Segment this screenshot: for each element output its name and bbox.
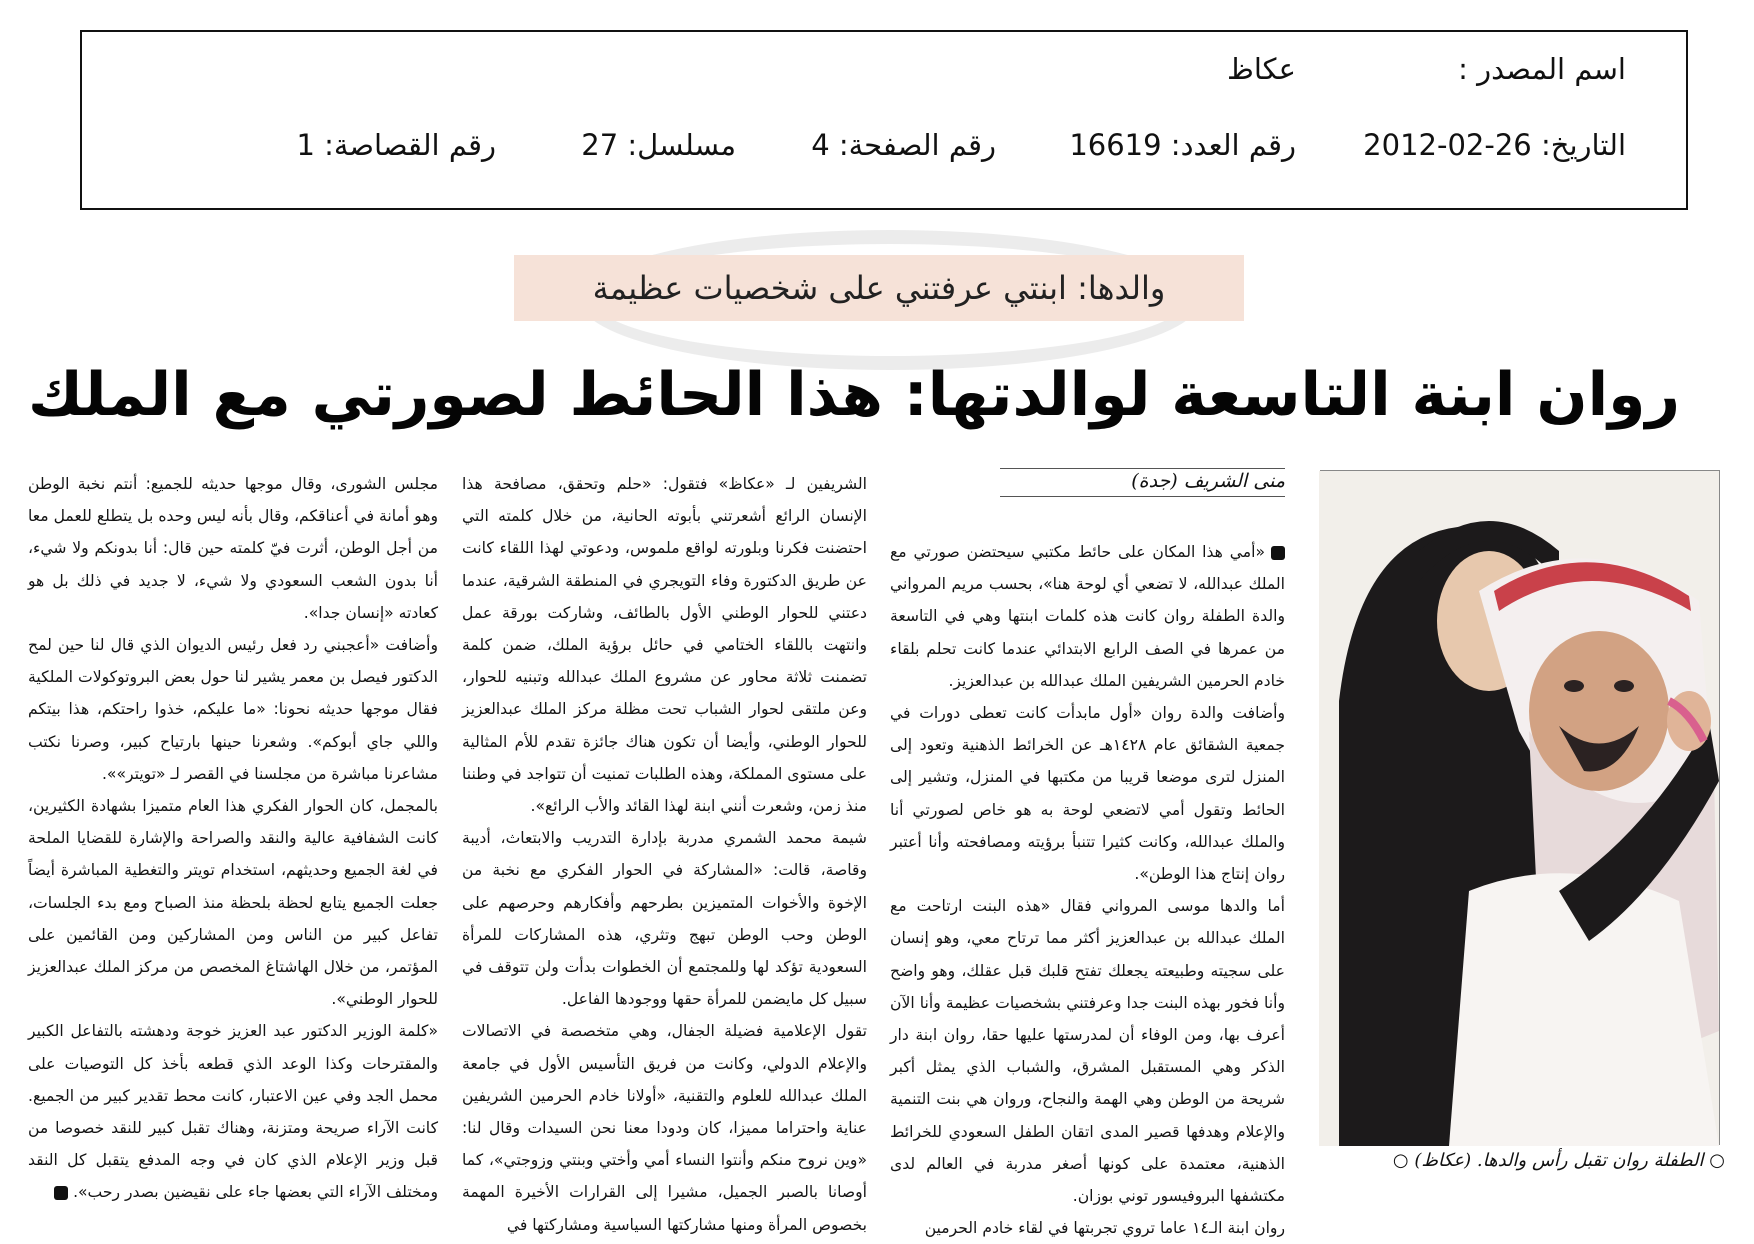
article-column-2 [462,468,867,1241]
caption-circle-icon: ○ [1709,1150,1725,1171]
column-1-paragraph-1: «أمي هذا المكان على حائط مكتبي سيحتضن صورتي مع الملك عبدالله، لا تضعي أي لوحة هنا»، بحسب مريم المرواني والدة الطفلة روان كانت هذه كلمات ابنتها وهي في التاسعة من عمرها في الصف الرابع الابتدائي عندما كانت تحلم بلقاء خادم الحرمين الشريفين الملك عبدالله بن عبدالعزيز. [890,543,1285,690]
photo-caption [1340,1150,1725,1171]
byline-rule [1000,468,1285,469]
column-1-paragraph-2: وأضافت والدة روان «أول مابدأت كانت تعطى دورات في جمعية الشقائق عام ١٤٢٨هـ عن الخرائط الذهنية وتعود إلى المنزل لترى موضعا قريبا من مكتبها في المنزل، وتشير إلى الحائط وتقول أمي لاتضعي لوحة به هو خاص لصورتي أنا والملك عبدالله، وكانت كثيرا تتنبأ برؤيته ومصافحته وأنا أعتبر روان إنتاج هذا الوطن». [890,704,1285,884]
column-2-paragraph-2: شيمة محمد الشمري مدربة بإدارة التدريب والابتعاث، أديبة وقاصة، قالت: «المشاركة في الحوار الفكري مع نخبة من الإخوة والأخوات المتميزين بطرحهم وأفكارهم وحرصهم على الوطن وحب الوطن تبهج وتثري، هذه المشاركات للمرأة السعودية تؤكد لها وللمجتمع أن الخطوات بدأت ولن تتوقف في سبيل كل مايضمن للمرأة حقها ووجودها الفاعل. [462,829,867,1009]
column-1-paragraph-4: روان ابنة الـ١٤ عاما تروي تجربتها في لقاء خادم الحرمين [924,1219,1285,1238]
column-2-paragraph-3: تقول الإعلامية فضيلة الجفال، وهي متخصصة في الاتصالات والإعلام الدولي، وكانت من فريق التأسيس الأول في جامعة الملك عبدالله للعلوم والتقنية، «أولانا خادم الحرمين الشريفين عناية واحتراما مميزا، كان ودودا معنا نحن السيدات وقال لنا: «وين نروح منكم وأنتوا النساء أمي وأختي وبنتي وزوجتي»، كما أوصانا بالصبر الجميل، مشيرا إلى القرارات الأخيرة المهمة بخصوص المرأة ومنها مشاركتها السياسية ومشاركتها في [462,1022,867,1234]
column-3-paragraph-3: بالمجمل، كان الحوار الفكري هذا العام متميزا بشهادة الكثيرين، كانت الشفافية عالية والنقد والصراحة والإشارة للقضايا الملحة في لغة الجميع وحديثهم، استخدام تويتر والتغطية المباشرة أيضاً جعلت الجميع يتابع لحظة بلحظة منذ الصباح ومع بدء الجلسات، تفاعل كبير من الناس ومن المشاركين ومن القائمين على المؤتمر، من خلال الهاشتاغ المخصص من مركز الملك عبدالعزيز للحوار الوطني». [28,797,438,1009]
column-3-paragraph-4: «كلمة الوزير الدكتور عبد العزيز خوجة ودهشته بالتفاعل الكبير والمقترحات وكذا الوعد الذي قطعه بأخذ كل التوصيات على محمل الجد وفي عين الاعتبار، كانت محط تقدير كبير من الجميع. كانت الآراء صريحة ومتزنة، وهناك تقبل كبير للنقد خصوصا من قبل وزير الإعلام الذي كان في وجه المدفع يتقبل كل النقد ومختلف الآراء التي بعضها جاء على نقيضين بصدر رحب». [28,1022,438,1202]
column-2-paragraph-1: الشريفين لـ «عكاظ» فتقول: «حلم وتحقق، مصافحة هذا الإنسان الرائع أشعرتني بأبوته الحانية، من خلال كلمته التي احتضنت فكرنا وبلورته لواقع ملموس، ودعوتي لهذا اللقاء كانت عن طريق الدكتورة وفاء التويجري في المنطقة الشرقية، عندما دعتني للحوار الوطني الأول بالطائف، وشاركت بورقة عمل وانتهت باللقاء الختامي في حائل برؤية الملك، ضمن كلمة تضمنت ثلاثة محاور عن مشروع الملك عبدالله وتبنيه للحوار، وعن ملتقى لحوار الشباب تحت مظلة مركز الملك عبدالعزيز للحوار الوطني، وأيضا أن تكون هناك جائزة تقدم للأم المثالية على مستوى المملكة، وهذه الطلبات تمنيت أن تتواجد في وطننا منذ زمن، وشعرت أنني ابنة لهذا القائد والأب الرائع». [462,475,867,816]
article-subhead: والدها: ابنتي عرفتني على شخصيات عظيمة [514,255,1244,321]
issue-label: رقم العدد: 16619 [1069,128,1296,162]
column-1-paragraph-3: أما والدها موسى المرواني فقال «هذه البنت ارتاحت مع الملك عبدالله بن عبدالعزيز أكثر مما ترتاح معي، وهو إنسان على سجيته وطبيعته يجعلك تفتح قلبك قبل عقلك، وهو واضح وأنا فخور بهذه البنت جدا وعرفتني بشخصيات عظيمة وأنا الآن أعرف بها، ومن الوفاء أن لمدرستها عليها حقا، روان ابنة دار الذكر وهي المستقبل المشرق، والشباب الذي يمثل أكبر شريحة من الوطن وهي الهمة والنجاح، وروان هي بنت التنمية والإعلام وهدفها قصير المدى اتقان الطفل السعودي للخرائط الذهنية، معتمدة على كونها أصغر مدربة في العالم لدى مكتشفها البروفيسور توني بوزان. [890,897,1285,1206]
source-header-box [80,30,1688,210]
article-photo [1320,470,1720,1145]
clipping-label: رقم القصاصة: 1 [296,128,496,162]
serial-label: مسلسل: 27 [581,128,736,162]
article-column-1 [890,536,1285,1244]
source-value: عكاظ [1227,52,1296,86]
byline-rule-bottom [1000,496,1285,497]
article-headline: روان ابنة التاسعة لوالدتها: هذا الحائط لصورتي مع الملك [28,360,1680,430]
caption-text: الطفلة روان تقبل رأس والدها. (عكاظ) [1414,1150,1704,1171]
date-label: التاريخ: 26-02-2012 [1363,128,1626,162]
byline [1000,466,1285,516]
paragraph-bullet-icon [1271,546,1285,560]
source-label: اسم المصدر : [1458,52,1626,86]
photo-illustration [1319,471,1719,1146]
column-3-paragraph-1: مجلس الشورى، وقال موجها حديثه للجميع: أنتم نخبة الوطن وهو أمانة في أعناقكم، وقال بأنه ليس وحده بل يتطلع للعمل معا من أجل الوطن، أثرت فيّ كلمته حين قال: أنا بدونكم ولا شيء، أنا بدون الشعب السعودي ولا شيء، لا جديد في ذلك بل هو كعادته «إنسان جدا». [28,475,438,622]
article-column-3 [28,468,438,1209]
byline-text: منى الشريف (جدة) [1131,470,1285,492]
end-mark-icon [54,1186,68,1200]
caption-circle-icon-end: ○ [1392,1150,1409,1171]
page-label: رقم الصفحة: 4 [811,128,996,162]
column-3-paragraph-2: وأضافت «أعجبني رد فعل رئيس الديوان الذي قال لنا حين لمح الدكتور فيصل بن معمر يشير لنا حول بعض البروتوكولات الملكية فقال موجها حديثه نحونا: «ما عليكم، خذوا راحتكم، هذا بيتكم واللي جاي أبوكم». وشعرنا حينها بارتياح كبير، وصرنا نكتب مشاعرنا مباشرة من مجلسنا في القصر لـ «تويتر»». [28,636,438,783]
